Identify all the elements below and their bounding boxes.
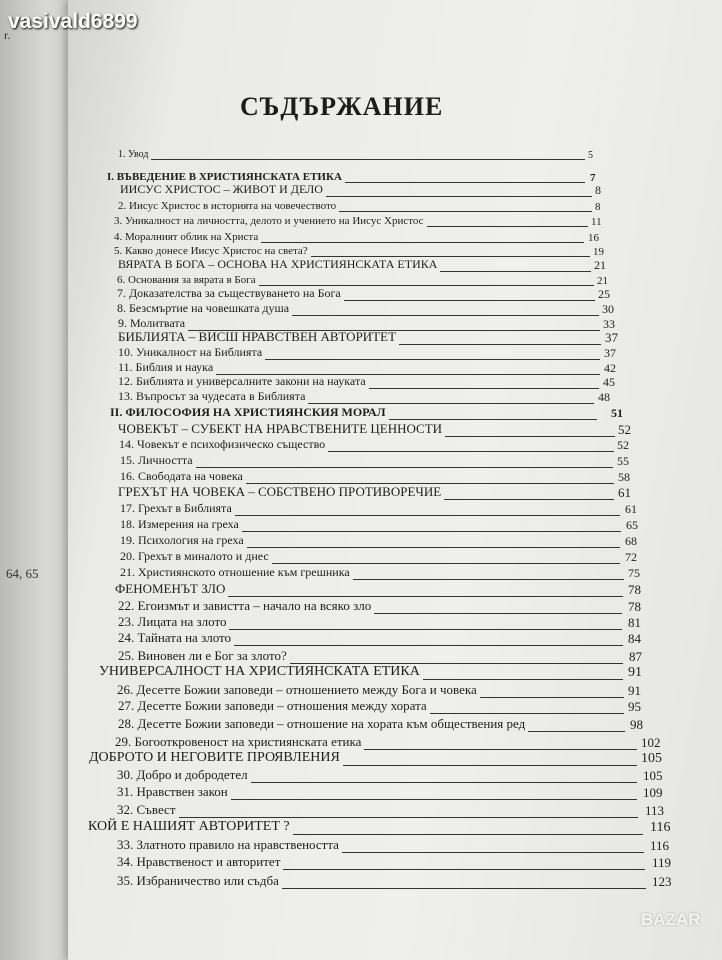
toc-entry — [115, 734, 671, 751]
toc-entry-title: 32. Съвест — [117, 802, 176, 817]
toc-entry — [117, 767, 673, 784]
toc-entry — [118, 598, 658, 615]
toc-entry-title: 12. Библията и универсалните закони на науката — [118, 374, 366, 388]
toc-entry — [118, 630, 658, 647]
toc-entry-title: 35. Избраничество или съдба — [117, 873, 279, 888]
toc-entry-page-number: 52 — [617, 438, 629, 452]
watermark-username: vasivald6899 — [8, 10, 138, 33]
toc-entry-title: КОЙ Е НАШИЯТ АВТОРИТЕТ ? — [88, 819, 290, 834]
toc-entry-page-number: 78 — [628, 599, 641, 614]
toc-entry-title: 8. Безсмъртие на човешката душа — [117, 301, 290, 315]
toc-entry-title: 26. Десетте Божии заповеди – отношението между Бога и човека — [117, 682, 477, 697]
toc-entry — [120, 548, 655, 565]
toc-entry-title: 30. Добро и добродетел — [117, 767, 248, 782]
toc-entry-title: 1. Увод — [118, 149, 149, 160]
bazar-logo: BAZAR — [641, 910, 701, 929]
toc-entry-page-number: 65 — [626, 518, 638, 532]
toc-entry-page-number: 55 — [617, 454, 629, 468]
toc-entry-title: 28. Десетте Божии заповеди – отношение на хората към обществения ред — [118, 716, 526, 731]
toc-entry-page-number: 105 — [643, 768, 663, 783]
toc-entry — [119, 436, 647, 453]
toc-entry-page-number: 5 — [588, 150, 593, 161]
toc-entry-page-number: 7 — [590, 172, 596, 184]
toc-entry-title: 11. Библия и наука — [118, 360, 214, 374]
toc-entry — [118, 484, 648, 501]
toc-entry-title: 9. Молитвата — [118, 316, 186, 330]
toc-entry-page-number: 78 — [628, 582, 641, 597]
toc-leader-line — [179, 816, 638, 818]
toc-entry-page-number: 72 — [625, 550, 637, 564]
toc-entry-page-number: 75 — [628, 566, 640, 580]
toc-entry-title: 33. Златното правило на нравствеността — [117, 837, 339, 852]
toc-entry-page-number: 61 — [618, 485, 631, 500]
toc-entry-title: 6. Основания за вярата в Бога — [117, 274, 256, 286]
toc-entry-page-number: 61 — [625, 502, 637, 516]
toc-entry-page-number: 8 — [595, 183, 601, 197]
toc-entry-page-number: 37 — [605, 330, 618, 345]
toc-entry-title: ДОБРОТО И НЕГОВИТЕ ПРОЯВЛЕНИЯ — [89, 750, 340, 765]
toc-entry-title: 15. Личността — [120, 453, 193, 467]
toc-entry-title: УНИВЕРСАЛНОСТ НА ХРИСТИЯНСКАТА ЕТИКА — [99, 664, 420, 679]
toc-entry-title: ВЯРАТА В БОГА – ОСНОВА НА ХРИСТИЯНСКАТА ЕТИКА — [118, 257, 438, 271]
toc-entry-page-number: 87 — [629, 649, 642, 664]
toc-entry — [88, 819, 680, 836]
page-title: СЪДЪРЖАНИЕ — [240, 92, 444, 121]
toc-entry-page-number: 81 — [628, 615, 641, 630]
toc-entry-page-number: 109 — [643, 785, 663, 800]
toc-entry — [110, 404, 641, 421]
toc-entry-title: 17. Грехът в Библията — [120, 501, 232, 515]
toc-entry-page-number: 68 — [625, 534, 637, 548]
toc-entry — [118, 716, 660, 733]
toc-entry-title: 21. Християнското отношение към грешника — [120, 565, 350, 579]
toc-entry-page-number: 119 — [652, 855, 672, 870]
toc-entry — [99, 664, 658, 681]
toc-entry — [120, 500, 655, 517]
toc-entry-page-number: 91 — [628, 683, 641, 698]
toc-entry-page-number: 8 — [595, 201, 601, 213]
toc-entry-title: 2. Иисус Христос в историята на човечеството — [118, 200, 337, 212]
toc-entry-title: 7. Доказателства за съществуването на Бога — [117, 286, 341, 300]
toc-entry-title: I. ВЪВЕДЕНИЕ В ХРИСТИЯНСКАТА ЕТИКА — [107, 171, 342, 183]
toc-entry-title: 25. Виновен ли е Бог за злото? — [118, 648, 287, 663]
toc-entry — [118, 648, 659, 665]
toc-entry-title: 20. Грехът в миналото и днес — [120, 549, 269, 563]
toc-entry-page-number: 30 — [602, 302, 614, 316]
toc-entry-page-number: 51 — [611, 406, 623, 420]
toc-entry-page-number: 123 — [652, 874, 672, 889]
toc-entry-title: 4. Моралният облик на Христа — [114, 231, 259, 243]
toc-entry-page-number: 116 — [650, 820, 671, 835]
left-page-page-refs: 64, 65 — [6, 566, 39, 581]
toc-entry-page-number: 102 — [641, 735, 661, 750]
toc-entry-page-number: 84 — [628, 631, 641, 646]
toc-entry-page-number: 48 — [598, 390, 610, 404]
toc-leader-line — [528, 730, 625, 732]
toc-entry-page-number: 16 — [588, 232, 599, 244]
toc-entry-title: БИБЛИЯТА – ВИСШ НРАВСТВЕН АВТОРИТЕТ — [118, 329, 397, 344]
toc-leader-line — [430, 712, 624, 714]
toc-entry-page-number: 19 — [593, 246, 604, 258]
toc-entry — [118, 144, 618, 161]
toc-entry-title: 34. Нравственост и авторитет — [117, 854, 281, 869]
toc-entry-title: ЧОВЕКЪТ – СУБЕКТ НА НРАВСТВЕНИТЕ ЦЕННОСТИ — [118, 421, 443, 436]
toc-entry-title: 23. Лицата на злото — [118, 614, 227, 629]
toc-entry-page-number: 91 — [628, 665, 642, 680]
toc-entry-title: 13. Въпросът за чудесата в Библията — [118, 389, 306, 403]
toc-entry-page-number: 37 — [604, 346, 616, 360]
toc-entry-page-number: 25 — [598, 287, 610, 301]
toc-entry-page-number: 21 — [594, 258, 606, 272]
toc-entry-page-number: 52 — [618, 422, 631, 437]
toc-leader-line — [228, 595, 623, 597]
toc-entry-page-number: 105 — [641, 751, 662, 766]
toc-entry — [120, 532, 655, 549]
toc-entry-title: 31. Нравствен закон — [117, 784, 228, 799]
toc-entry — [120, 468, 648, 485]
toc-leader-line — [283, 868, 645, 870]
toc-entry-title: 14. Човекът е психофизическо същество — [119, 437, 326, 451]
toc-entry — [117, 802, 675, 819]
toc-leader-line — [423, 678, 623, 680]
toc-entry-page-number: 11 — [591, 216, 602, 228]
toc-leader-line — [342, 851, 644, 853]
toc-entry-page-number: 21 — [597, 275, 608, 287]
toc-entry — [115, 581, 658, 598]
toc-leader-line — [282, 887, 646, 889]
toc-entry-page-number: 98 — [630, 717, 643, 732]
toc-entry-page-number: 58 — [618, 470, 630, 484]
toc-entry-page-number: 42 — [604, 361, 616, 375]
toc-entry-title: ГРЕХЪТ НА ЧОВЕКА – СОБСТВЕНО ПРОТИВОРЕЧИЕ — [118, 484, 442, 499]
toc-entry-title: ИИСУС ХРИСТОС – ЖИВОТ И ДЕЛО — [120, 182, 323, 196]
toc-entry — [89, 750, 671, 767]
toc-entry — [120, 564, 658, 581]
toc-entry-title: 24. Тайната на злото — [118, 630, 232, 645]
toc-entry — [117, 873, 682, 890]
toc-leader-line — [151, 158, 585, 160]
toc-leader-line — [234, 644, 623, 646]
toc-entry — [118, 698, 658, 715]
toc-entry-title: 19. Психология на греха — [120, 533, 244, 547]
toc-entry — [117, 837, 680, 854]
toc-entry — [118, 388, 628, 405]
toc-entry-page-number: 45 — [603, 375, 615, 389]
toc-entry — [120, 452, 647, 469]
toc-entry-title: II. ФИЛОСОФИЯ НА ХРИСТИЯНСКИЯ МОРАЛ — [110, 405, 386, 419]
toc-leader-line — [353, 578, 624, 580]
toc-entry — [120, 516, 656, 533]
toc-entry — [118, 614, 658, 631]
toc-entry-title: 18. Измерения на греха — [120, 517, 239, 531]
toc-entry-title: 16. Свободата на човека — [120, 469, 243, 483]
toc-leader-line — [389, 418, 597, 420]
toc-entry-page-number: 95 — [628, 699, 641, 714]
toc-entry-title: ФЕНОМЕНЪТ ЗЛО — [115, 581, 226, 596]
toc-entry-title: 29. Богооткровеност на християнската етика — [115, 734, 362, 749]
toc-leader-line — [293, 833, 643, 835]
toc-entry-page-number: 113 — [645, 803, 665, 818]
toc-leader-line — [231, 798, 637, 800]
toc-entry — [117, 854, 682, 871]
toc-entry — [117, 682, 658, 699]
toc-entry-page-number: 116 — [650, 838, 670, 853]
toc-entry — [117, 784, 673, 801]
left-page-glyph: r. — [4, 28, 11, 42]
toc-entry-title: 3. Уникалност на личността, делото и учението на Иисус Христос — [114, 215, 424, 227]
toc-leader-line — [251, 781, 637, 783]
toc-entry — [114, 211, 621, 228]
toc-entry-title: 5. Какво донесе Иисус Христос на света? — [114, 245, 308, 257]
toc-entry-title: 22. Егоизмът и завистта – начало на всяко зло — [118, 598, 372, 613]
toc-entry-page-number: 33 — [603, 317, 615, 331]
toc-entry-title: 10. Уникалност на Библията — [118, 345, 263, 359]
toc-leader-line — [343, 764, 637, 766]
toc-entry-title: 27. Десетте Божии заповеди – отношения между хората — [118, 698, 427, 713]
